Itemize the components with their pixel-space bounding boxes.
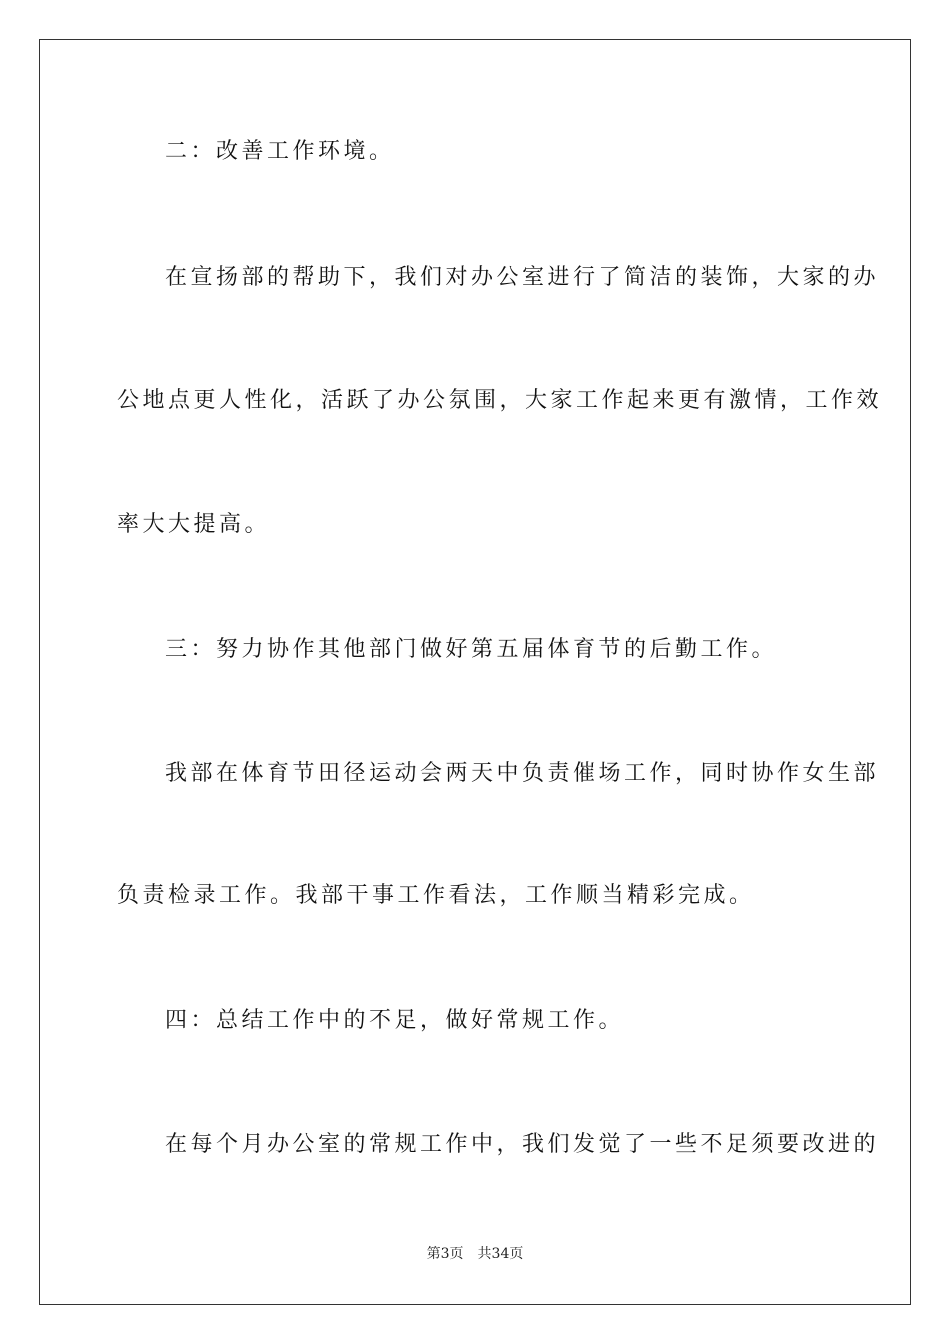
paragraph-line: 负责检录工作。我部干事工作看法，工作顺当精彩完成。 xyxy=(117,883,755,908)
section-heading-4: 四：总结工作中的不足，做好常规工作。 xyxy=(165,1008,625,1033)
paragraph-line: 在宣扬部的帮助下，我们对办公室进行了简洁的装饰，大家的办 xyxy=(165,265,880,290)
paragraph-line: 率大大提高。 xyxy=(117,512,271,537)
paragraph-line: 我部在体育节田径运动会两天中负责催场工作，同时协作女生部 xyxy=(165,761,880,786)
paragraph-line: 公地点更人性化，活跃了办公氛围，大家工作起来更有激情，工作效 xyxy=(117,388,883,413)
paragraph-line: 在每个月办公室的常规工作中，我们发觉了一些不足须要改进的 xyxy=(165,1132,880,1157)
section-heading-3: 三：努力协作其他部门做好第五届体育节的后勤工作。 xyxy=(165,637,778,662)
page-number: 第3页 xyxy=(426,1246,464,1262)
page-frame xyxy=(39,39,911,1305)
page-footer xyxy=(40,1247,910,1261)
page-total: 共34页 xyxy=(477,1246,524,1262)
section-heading-2: 二：改善工作环境。 xyxy=(165,139,395,164)
